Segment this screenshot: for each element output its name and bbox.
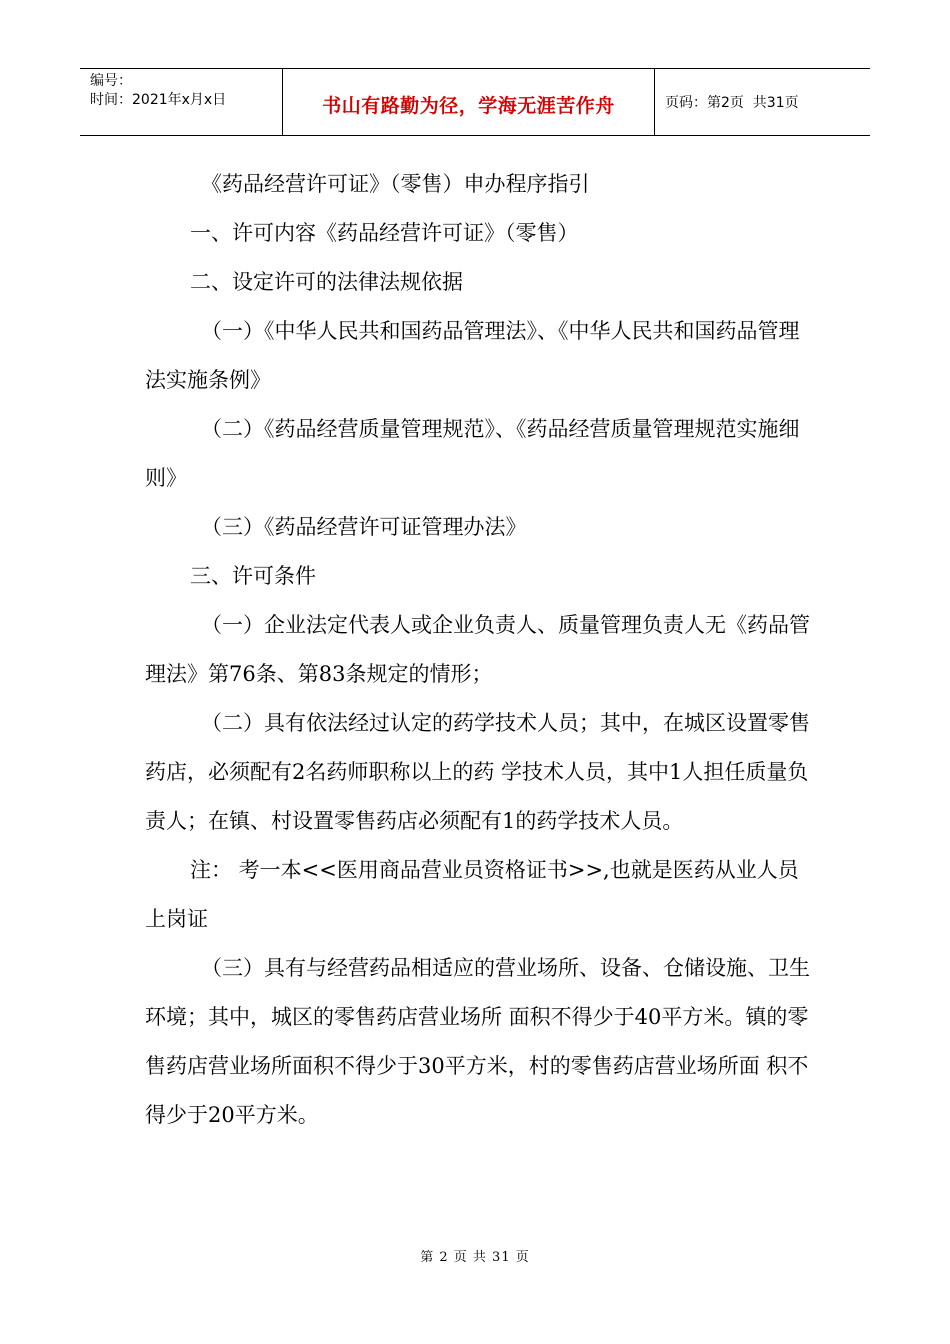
document-header bbox=[80, 68, 870, 136]
paragraph: （三）《药品经营许可证管理办法》 bbox=[201, 515, 527, 539]
paragraph: （一）《中华人民共和国药品管理法》、《中华人民共和国药品管理法实施条例》 bbox=[145, 319, 800, 392]
paragraph: （一）企业法定代表人或企业负责人、质量管理负责人无《药品管理法》第76条、第83条规定的情形； bbox=[145, 613, 810, 686]
header-page-info bbox=[655, 69, 870, 135]
header-motto-cell bbox=[282, 69, 655, 135]
note-paragraph: 注： 考一本<<医用商品营业员资格证书>>,也就是医药从业人员上岗证 bbox=[145, 858, 799, 931]
section-heading: 三、许可条件 bbox=[190, 564, 316, 588]
document-body bbox=[145, 160, 815, 1140]
page-footer: 第 2 页 共 31 页 bbox=[420, 1250, 530, 1265]
section-heading: 一、许可内容《药品经营许可证》（零售） bbox=[190, 221, 579, 245]
page-info-text: 页码：第2页 共31页 bbox=[665, 95, 799, 111]
time-label: 时间：2021年x月x日 bbox=[90, 92, 227, 108]
motto-text: 书山有路勤为径，学海无涯苦作舟 bbox=[322, 94, 615, 117]
document-title: 《药品经营许可证》（零售）申办程序指引 bbox=[201, 172, 590, 196]
number-label: 编号： bbox=[90, 73, 132, 89]
paragraph: （二）具有依法经过认定的药学技术人员；其中，在城区设置零售药店，必须配有2名药师职称以上的药 学技术人员，其中1人担任质量负责人；在镇、村设置零售药店必须配有1的药学技术人员。 bbox=[145, 711, 810, 833]
paragraph: （二）《药品经营质量管理规范》、《药品经营质量管理规范实施细则》 bbox=[145, 417, 800, 490]
paragraph: （三）具有与经营药品相适应的营业场所、设备、仓储设施、卫生环境；其中，城区的零售药店营业场所 面积不得少于40平方米。镇的零售药店营业场所面积不得少于30平方米，村的零售药店营业场所面 积不得少于20平方米。 bbox=[145, 956, 810, 1127]
header-meta bbox=[80, 69, 282, 135]
section-heading: 二、设定许可的法律法规依据 bbox=[190, 270, 463, 294]
